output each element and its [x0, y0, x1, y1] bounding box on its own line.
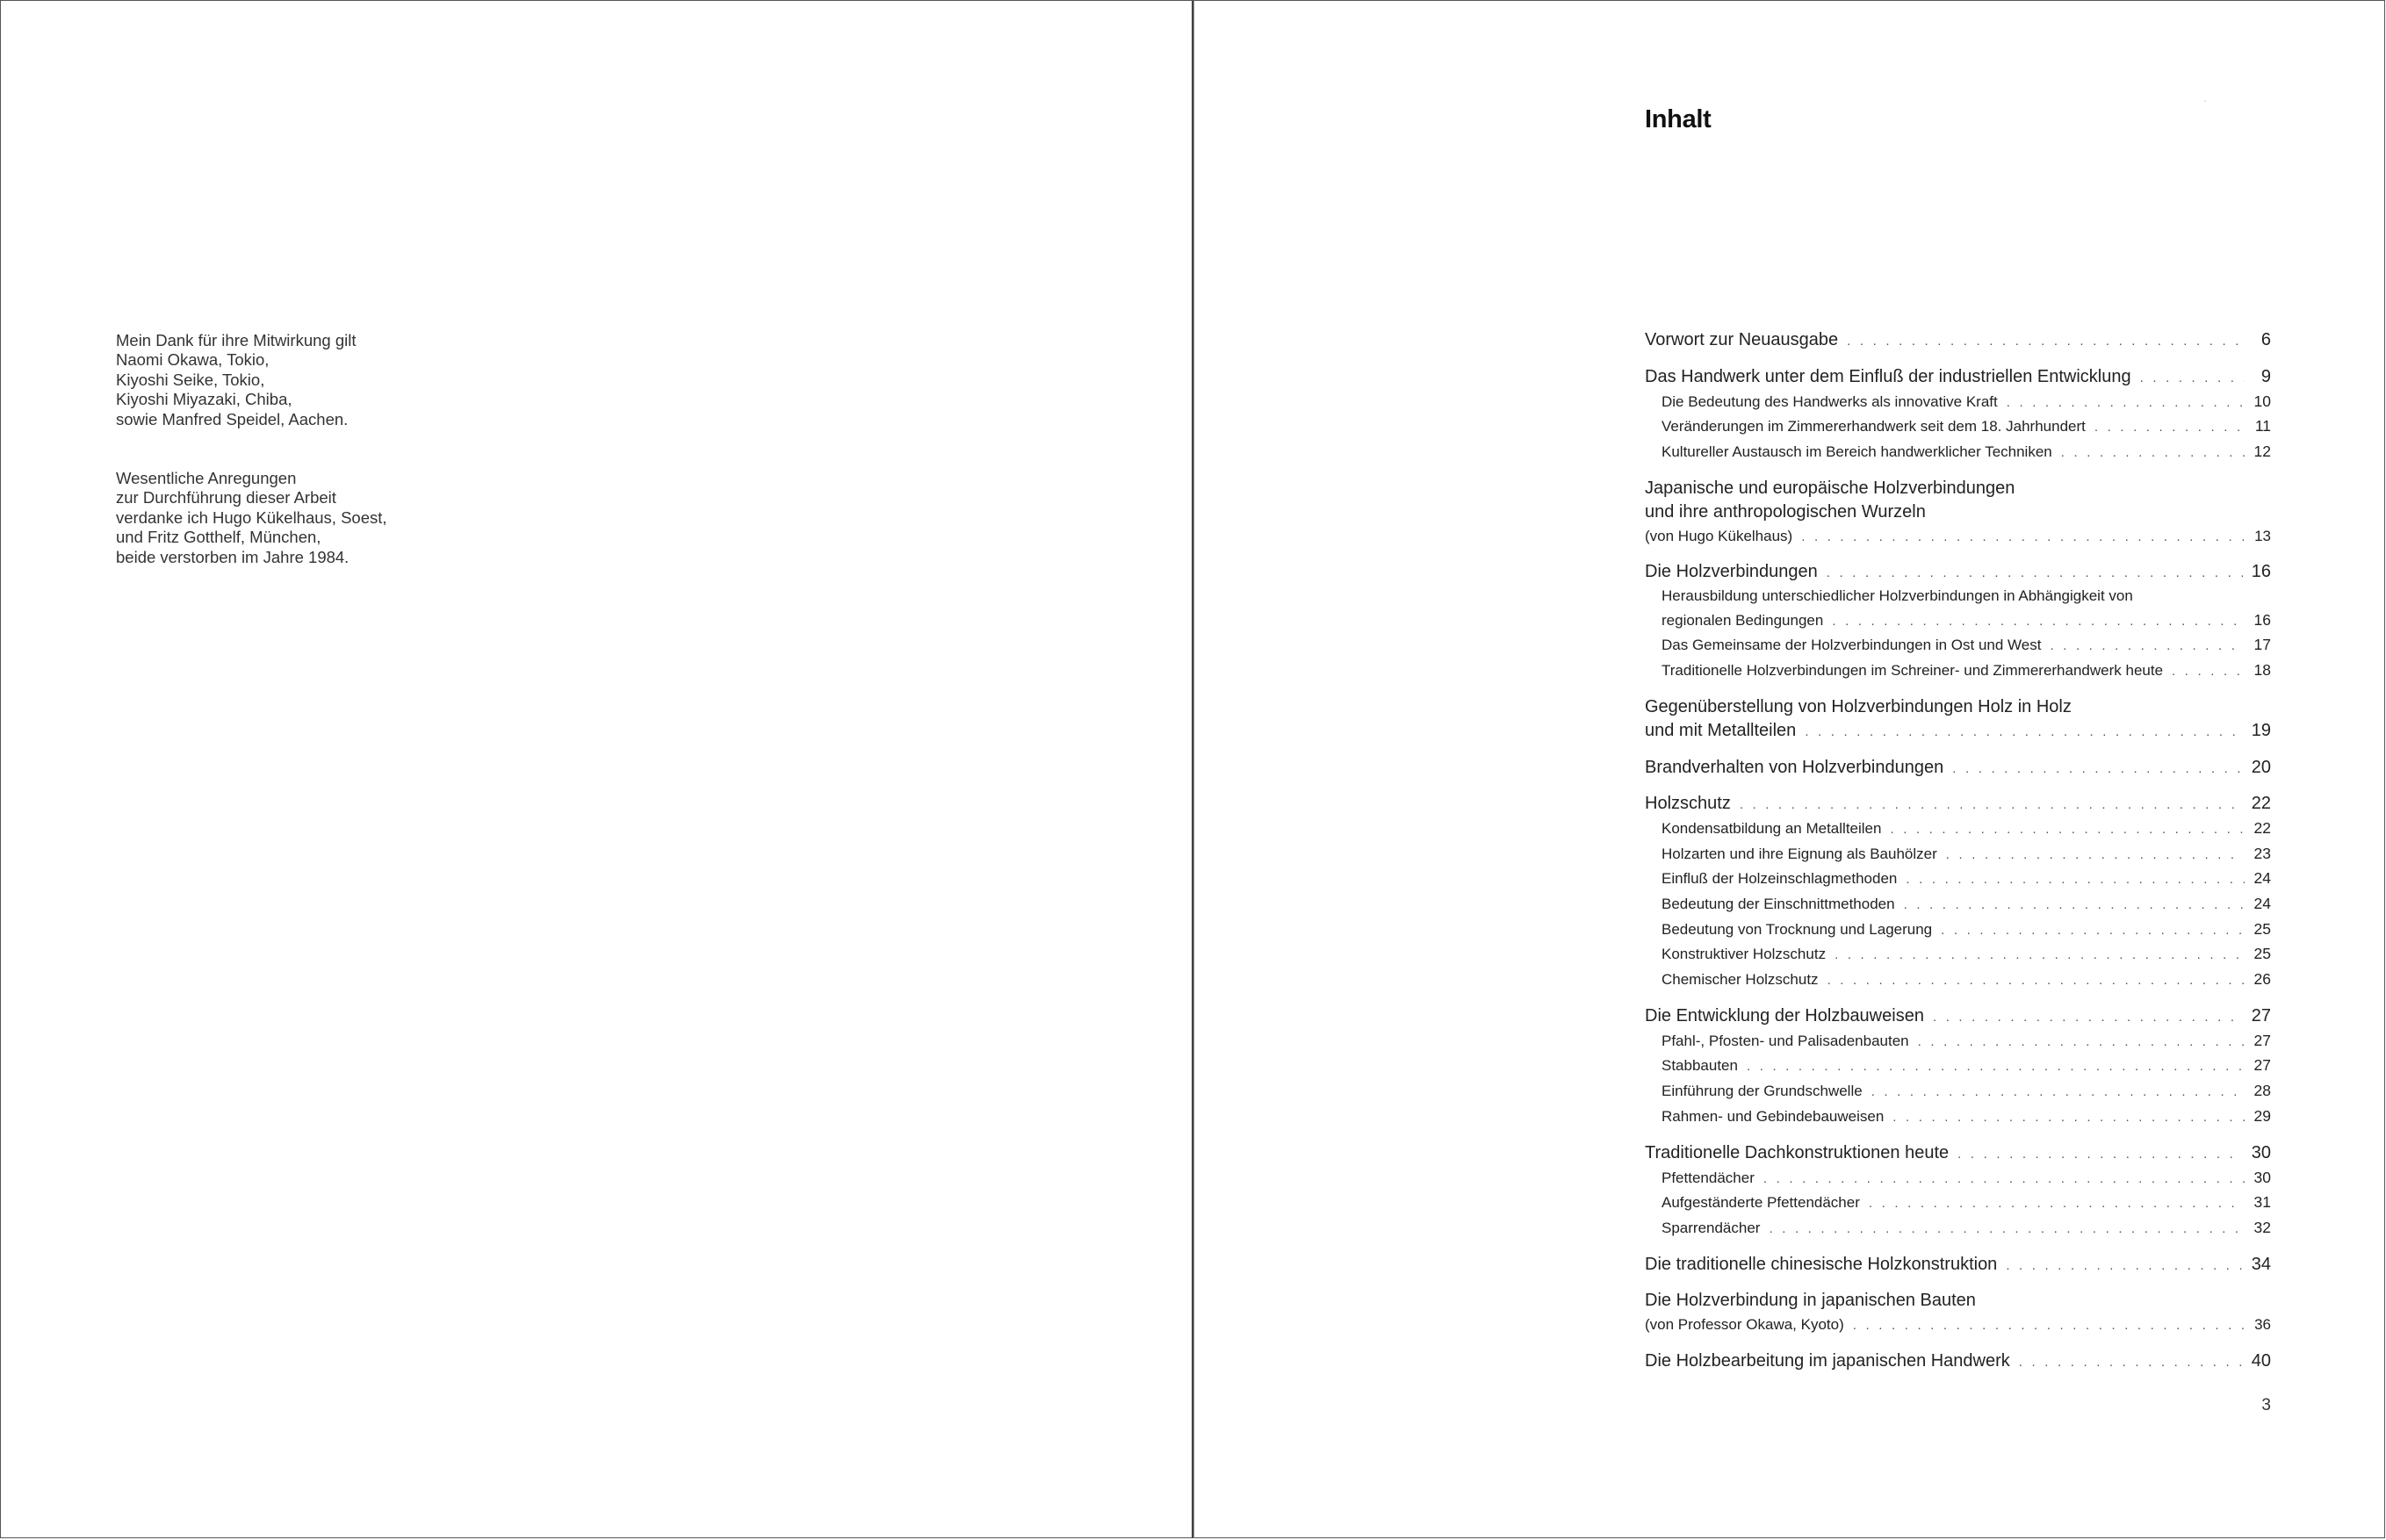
- toc-entry-title: Holzarten und ihre Eignung als Bauhölzer: [1662, 845, 1937, 862]
- toc-entry-title: Vorwort zur Neuausgabe: [1645, 330, 1839, 349]
- left-page: [0, 0, 1193, 1538]
- toc-leader-dots: [1946, 844, 2245, 867]
- toc-entry-page: 11: [2254, 417, 2271, 435]
- toc-entry-page: 34: [2251, 1254, 2271, 1274]
- toc-entry-page: 27: [2253, 1031, 2271, 1049]
- toc-leader-dots: [2006, 1254, 2242, 1277]
- toc-section: [1645, 560, 2271, 683]
- toc-section: [1645, 1253, 2271, 1277]
- toc-entry-page: 16: [2251, 562, 2271, 582]
- toc-entry-title: Pfettendächer: [1662, 1169, 1755, 1186]
- toc-leader-dots: [1847, 329, 2245, 353]
- toc-leader-dots: [1805, 720, 2242, 744]
- toc-entry: [1645, 1029, 2271, 1054]
- page-number: 3: [2261, 1396, 2271, 1414]
- toc-entry: [1645, 608, 2271, 634]
- toc-entry: [1645, 1004, 2271, 1029]
- ack-line: Naomi Okawa, Tokio,: [116, 350, 270, 370]
- toc-entry-title: Aufgeständerte Pfettendächer: [1662, 1194, 1860, 1212]
- print-speck: [2204, 100, 2206, 102]
- toc-leader-dots: [2061, 442, 2245, 465]
- toc-leader-dots: [1835, 944, 2245, 968]
- toc-section: [1645, 1289, 2271, 1337]
- toc-leader-dots: [1801, 525, 2245, 549]
- toc-entry-page: 24: [2253, 869, 2271, 888]
- toc-entry-title: Einfluß der Holzeinschlagmethoden: [1662, 870, 1898, 888]
- toc-entry-title: (von Professor Okawa, Kyoto): [1645, 1316, 1844, 1334]
- toc-leader-dots: [2007, 392, 2245, 415]
- toc-entry-page: 30: [2251, 1142, 2271, 1162]
- toc-entry: [1645, 968, 2271, 993]
- toc-entry-page: 27: [2253, 1056, 2271, 1075]
- toc-entry-page: 29: [2253, 1106, 2271, 1125]
- toc-leader-dots: [1869, 1192, 2245, 1216]
- toc-entry: [1645, 756, 2271, 781]
- toc-entry-page: 40: [2251, 1350, 2271, 1371]
- toc-section: [1645, 365, 2271, 465]
- toc-entry-page: 19: [2251, 721, 2271, 741]
- toc-leader-dots: [1904, 894, 2245, 918]
- toc-entry-title: Die Entwicklung der Holzbauweisen: [1645, 1005, 1924, 1025]
- toc-entry: [1645, 328, 2271, 353]
- toc-leader-dots: [2172, 660, 2245, 684]
- toc-section: [1645, 328, 2271, 353]
- toc-entry: [1645, 942, 2271, 968]
- toc-entry-page: 31: [2253, 1193, 2271, 1212]
- toc-entry: [1645, 792, 2271, 817]
- toc-entry-page: 13: [2254, 527, 2271, 544]
- toc-entry: [1645, 1105, 2271, 1130]
- toc-entry-page: 12: [2253, 442, 2271, 460]
- toc-entry: [1645, 414, 2271, 440]
- toc-entry: [1645, 842, 2271, 867]
- toc-entry-page: 25: [2253, 945, 2271, 963]
- toc-leader-dots: [1740, 793, 2243, 817]
- toc-entry-title: Pfahl-, Pfosten- und Palisadenbauten: [1662, 1032, 1909, 1049]
- toc-entry: [1645, 1054, 2271, 1079]
- toc-entry: [1645, 633, 2271, 658]
- ack-line: und Fritz Gotthelf, München,: [116, 528, 321, 547]
- toc-section: [1645, 695, 2271, 744]
- toc-entry-page: 24: [2253, 894, 2271, 912]
- ack-line: Wesentliche Anregungen: [116, 469, 297, 487]
- toc-leader-dots: [1827, 969, 2245, 993]
- acknowledgement-thanks: [116, 331, 485, 429]
- toc-entry-title: Die traditionelle chinesische Holzkonstruktion: [1645, 1254, 1998, 1274]
- toc-entry-title: Veränderungen im Zimmererhandwerk seit dem 18. Jahrhundert: [1662, 418, 2086, 435]
- toc-entry-page: 22: [2251, 794, 2271, 814]
- toc-entry: [1645, 658, 2271, 684]
- toc-leader-dots: [1941, 919, 2245, 943]
- toc-entry-page: 26: [2253, 969, 2271, 988]
- toc-entry-title: Holzschutz: [1645, 794, 1731, 814]
- toc-entry-page: 9: [2260, 366, 2271, 386]
- toc-entry: [1645, 1216, 2271, 1241]
- toc-leader-dots: [1827, 561, 2243, 585]
- toc-leader-dots: [2050, 635, 2245, 658]
- toc-subentry-heading-line: Herausbildung unterschiedlicher Holzverbindungen in Abhängigkeit von: [1662, 587, 2133, 605]
- toc-entry-title: Traditionelle Dachkonstruktionen heute: [1645, 1142, 1950, 1162]
- toc-leader-dots: [1763, 1168, 2245, 1191]
- toc-entry-title: Kondensatbildung an Metallteilen: [1662, 820, 1882, 838]
- toc-entry-page: 10: [2253, 392, 2271, 410]
- ack-line: sowie Manfred Speidel, Aachen.: [116, 409, 349, 428]
- toc-entry-page: 16: [2253, 610, 2271, 629]
- toc-entry: [1645, 1313, 2271, 1337]
- toc-section-heading-line: und ihre anthropologischen Wurzeln: [1645, 501, 1926, 522]
- toc-entry-page: 23: [2253, 844, 2271, 862]
- toc-leader-dots: [1769, 1218, 2245, 1241]
- toc-entry-title: Bedeutung der Einschnittmethoden: [1662, 895, 1895, 912]
- toc-entry-title: und mit Metallteilen: [1645, 721, 1797, 741]
- toc-entry-title: Stabbauten: [1662, 1057, 1738, 1075]
- toc-entry-title: Rahmen- und Gebindebauweisen: [1662, 1107, 1885, 1125]
- toc-leader-dots: [1957, 1142, 2243, 1166]
- toc-entry: [1645, 390, 2271, 415]
- ack-line: zur Durchführung dieser Arbeit: [116, 488, 336, 507]
- toc-section: [1645, 1004, 2271, 1129]
- toc-entry: [1645, 560, 2271, 585]
- toc-entry-page: 17: [2253, 636, 2271, 654]
- toc-entry-title: Einführung der Grundschwelle: [1662, 1083, 1863, 1099]
- toc-entry: [1645, 918, 2271, 943]
- toc-leader-dots: [1832, 610, 2245, 634]
- toc-entry-title: Das Handwerk unter dem Einfluß der industriellen Entwicklung: [1645, 366, 2131, 386]
- toc-entry-page: 36: [2254, 1316, 2271, 1334]
- toc-entry: [1645, 1166, 2271, 1191]
- toc-entry-page: 25: [2253, 919, 2271, 938]
- toc-leader-dots: [1933, 1005, 2243, 1029]
- toc-leader-dots: [2140, 366, 2245, 390]
- toc-entry-title: Sparrendächer: [1662, 1219, 1761, 1236]
- toc-section: [1645, 792, 2271, 992]
- toc-leader-dots: [1892, 1106, 2245, 1130]
- toc-entry-title: Brandverhalten von Holzverbindungen: [1645, 757, 1944, 777]
- toc-entry: [1645, 440, 2271, 465]
- ack-line: verdanke ich Hugo Kükelhaus, Soest,: [116, 507, 387, 527]
- toc-entry: [1645, 1349, 2271, 1374]
- toc-entry-title: (von Hugo Kükelhaus): [1645, 527, 1793, 544]
- toc-entry-page: 6: [2260, 330, 2271, 349]
- page-title: Inhalt: [1645, 105, 1712, 133]
- toc-entry-page: 18: [2253, 661, 2271, 680]
- toc-entry-title: Das Gemeinsame der Holzverbindungen in Ost und West: [1662, 637, 2042, 654]
- toc-leader-dots: [2019, 1350, 2243, 1374]
- toc-section-heading-line: Gegenüberstellung von Holzverbindungen Holz in Holz: [1645, 697, 2072, 717]
- acknowledgement-inspiration: [116, 469, 485, 567]
- toc-leader-dots: [1853, 1313, 2245, 1337]
- toc-entry: [1645, 719, 2271, 744]
- toc-section: [1645, 477, 2271, 549]
- toc-section: [1645, 1141, 2271, 1241]
- toc-section-heading-line: Die Holzverbindung in japanischen Bauten: [1645, 1291, 1976, 1311]
- toc-entry: [1645, 867, 2271, 892]
- toc-leader-dots: [1952, 757, 2243, 781]
- toc-entry-page: 20: [2251, 757, 2271, 777]
- ack-line: Kiyoshi Seike, Tokio,: [116, 370, 265, 389]
- toc-entry-title: Bedeutung von Trocknung und Lagerung: [1662, 920, 1933, 938]
- toc-entry: [1645, 524, 2271, 549]
- toc-entry-title: Traditionelle Holzverbindungen im Schreiner- und Zimmererhandwerk heute: [1662, 662, 2164, 680]
- toc-leader-dots: [2094, 416, 2245, 440]
- toc-entry: [1645, 1079, 2271, 1105]
- ack-line: Mein Dank für ihre Mitwirkung gilt: [116, 331, 357, 349]
- ack-line: Kiyoshi Miyazaki, Chiba,: [116, 390, 292, 409]
- toc-entry-page: 27: [2251, 1005, 2271, 1025]
- toc-entry-page: 30: [2253, 1168, 2271, 1186]
- toc-entry-title: Die Holzbearbeitung im japanischen Handwerk: [1645, 1350, 2010, 1371]
- toc-leader-dots: [1890, 818, 2245, 842]
- toc-leader-dots: [1747, 1055, 2245, 1079]
- toc-entry: [1645, 365, 2271, 390]
- toc-entry-title: Konstruktiver Holzschutz: [1662, 946, 1827, 963]
- toc-entry-title: Die Bedeutung des Handwerks als innovative Kraft: [1662, 392, 1998, 410]
- toc-entry: [1645, 1141, 2271, 1166]
- toc-entry-title: Die Holzverbindungen: [1645, 562, 1818, 582]
- toc-leader-dots: [1906, 868, 2245, 892]
- toc-section: [1645, 1349, 2271, 1374]
- toc-entry-title: regionalen Bedingungen: [1662, 611, 1824, 629]
- toc-entry-page: 28: [2253, 1082, 2271, 1099]
- toc-entry-page: 32: [2253, 1218, 2271, 1236]
- toc-leader-dots: [1871, 1081, 2245, 1105]
- ack-line: beide verstorben im Jahre 1984.: [116, 547, 350, 566]
- toc-section-heading-line: Japanische und europäische Holzverbindungen: [1645, 478, 2015, 498]
- toc-section: [1645, 756, 2271, 781]
- toc-entry: [1645, 1191, 2271, 1216]
- table-of-contents: [1645, 328, 2271, 1385]
- toc-leader-dots: [1918, 1031, 2245, 1054]
- toc-entry: [1645, 892, 2271, 918]
- toc-entry-title: Chemischer Holzschutz: [1662, 970, 1819, 988]
- toc-entry-page: 22: [2253, 819, 2271, 838]
- toc-entry: [1645, 817, 2271, 842]
- toc-entry-title: Kultureller Austausch im Bereich handwerklicher Techniken: [1662, 443, 2052, 460]
- toc-entry: [1645, 1253, 2271, 1277]
